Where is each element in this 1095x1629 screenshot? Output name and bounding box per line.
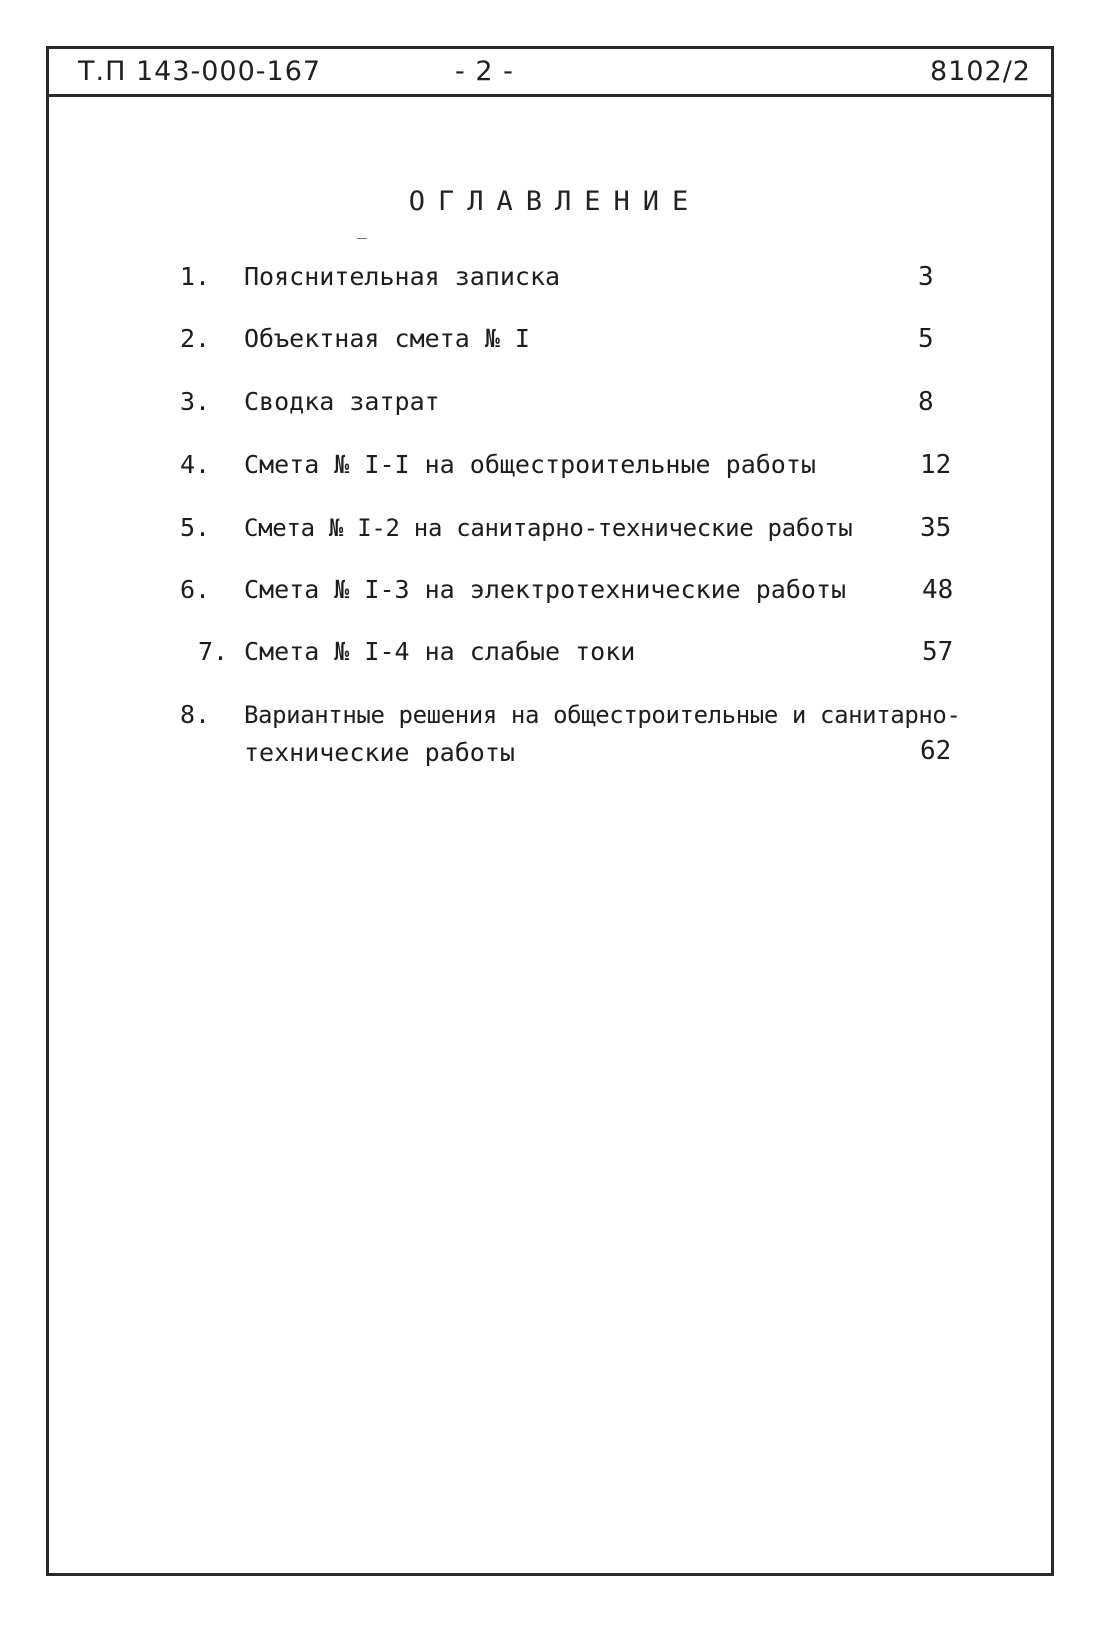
- toc-item: [180, 383, 940, 423]
- header-rule: [46, 94, 1054, 97]
- toc-item-text: Смета № I-I на общестроительные работы: [244, 450, 816, 479]
- toc-item: [180, 320, 940, 360]
- toc-item-page: 12: [920, 450, 952, 480]
- toc-item-page: 35: [920, 513, 952, 543]
- toc-item-text: Сводка затрат: [244, 387, 440, 416]
- toc-item: [180, 571, 960, 611]
- toc-item: [180, 509, 960, 549]
- toc-item: [180, 446, 960, 486]
- toc-item-number: 5.: [180, 513, 211, 542]
- toc-item-text: Объектная смета № I: [244, 324, 530, 353]
- toc-item-number: 6.: [180, 575, 211, 604]
- toc-item-number: 2.: [180, 324, 211, 353]
- toc-item-text: Смета № I-3 на электротехнические работы: [244, 575, 847, 604]
- toc-item-text: Вариантные решения на общестроительные и санитарно-: [244, 701, 961, 729]
- toc-item-number: 1.: [180, 262, 211, 291]
- toc-item-number: 4.: [180, 450, 211, 479]
- toc-item: [180, 258, 940, 298]
- toc-item-page: 48: [922, 575, 954, 605]
- title-mark: [357, 238, 367, 239]
- page-number: - 2 -: [455, 56, 514, 87]
- toc-item-page: 62: [920, 736, 952, 766]
- toc-item: [180, 696, 1030, 780]
- toc-item: [180, 633, 960, 673]
- document-code: Т.П 143-000-167: [78, 56, 322, 87]
- toc-item-number: 7.: [198, 637, 229, 666]
- toc-item-page: 5: [918, 324, 934, 354]
- toc-item-number: 3.: [180, 387, 211, 416]
- toc-item-text-continued: технические работы: [244, 738, 515, 767]
- toc-item-text: Смета № I-4 на слабые токи: [244, 637, 636, 666]
- toc-title: ОГЛАВЛЕНИЕ: [408, 186, 702, 217]
- toc-item-page: 3: [918, 262, 934, 292]
- toc-item-page: 8: [918, 387, 934, 417]
- toc-item-page: 57: [922, 637, 954, 667]
- toc-item-text: Смета № I-2 на санитарно-технические работы: [244, 514, 853, 542]
- sheet-number: 8102/2: [930, 56, 1031, 87]
- toc-item-number: 8.: [180, 700, 211, 729]
- toc-item-text: Пояснительная записка: [244, 262, 561, 291]
